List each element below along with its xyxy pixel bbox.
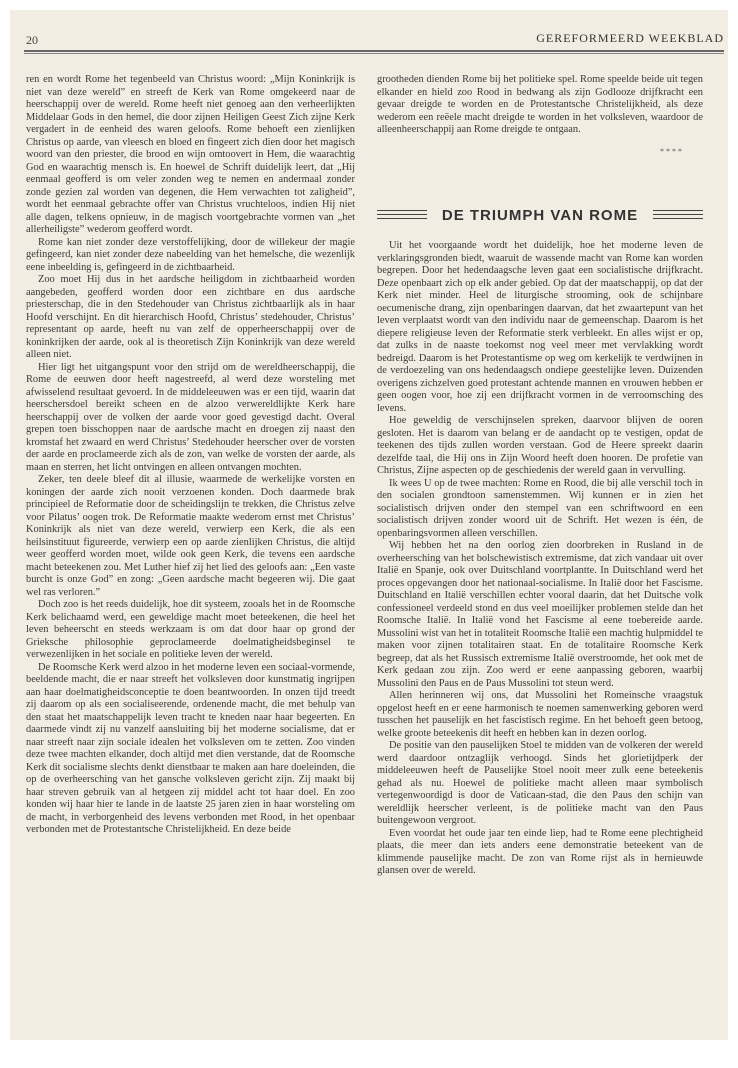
- header-rule-thin: [24, 53, 724, 54]
- paragraph: Rome kan niet zonder deze verstoffelijking, door de willekeur der magie gefingeerd, kan niet zonder deze nabeelding van het hemelsche, die wezenlijk eene inbeelding is, gefingeerd in de zichtbaarheid.: [26, 236, 355, 273]
- paragraph: Uit het voorgaande wordt het duidelijk, hoe het moderne leven de verklaringsgronden biedt, waaruit de wassende macht van Rome kan worden begrepen. Door het hedendaagsche leven gaat een socialistische drijfkracht. Deze openbaart zich op elk ander gebied. Op dat der maatschappij, op dat der Kerk niet minder. Heel de liturgische strooming, ook de schijnbare oecumenische drang, zijn openbaringen daarvan, dat het zwaartepunt van het leven verplaatst wordt van den individu naar de gemeenschap. Daarom is het diepere religieuse leven der Reformatie sterk verbleekt. En alles wijst er op, dat zulks in de naaste toekomst nog veel meer met vervlakking wordt bedreigd. Daarom is het Protestantisme op weg om kerkelijk te verdwijnen in de verdoezeling van ons hedendaagsch ondiepe geestelijke leven. Duizenden overigens zichzelven goed protestant achtende mannen en vrouwen hebben er geen oogen voor, hoe zij een drijfkracht vormen in de verroomsching des levens.: [377, 240, 703, 414]
- paragraph: De Roomsche Kerk werd alzoo in het moderne leven een sociaal-vormende, beeldende macht, die er naar streeft het volksleven door kunstmatig ingrijpen aan haar doelmatigheidsconceptie te doen beantwoorden. In onzen tijd treedt zij daarom op als een socialiseerende, ordenende macht, die met behulp van den staat het maatschappelijk leven tracht te kneden naar haar begeerten. En daarmede vindt zij nu vanzelf aansluiting bij het moderne socialisme, dat er naar streeft naar zijn sociale idealen het volksleven om te zetten. Zoo vinden deze twee machten elkander, doch altijd met dien verstande, dat de Roomsche Kerk dit socialisme slechts denkt dienstbaar te maken aan hare doeleinden, die op de overheersching van het gansche volksleven gericht zijn. Zij maakt bij haar streven gebruik van al hetgeen zij middel acht tot haar doel. En zoo konden wij haar hier te lande in de laatste 25 jaren zien in haar worsteling om de macht, in verborgenheid des levens verbonden met Rood, in het openbaar verbonden met de Protestantsche Christelijkheid. En deze beide: [26, 661, 355, 835]
- page-number: 20: [26, 33, 38, 47]
- paragraph: De positie van den pauselijken Stoel te midden van de volkeren der wereld werd daardoor ontzaglijk verhoogd. Sinds het glorietijdperk der middeleeuwen heeft de Pauselijke Stoel nooit meer zulk eene beteekenis gehad als nu. Hoewel de politieke macht alleen maar symbolisch vertegenwoordigd is door de Vaticaan-stad, die den Paus den schijn van wereldlijk heerscher verleent, is de politieke macht van den Paus buitengewoon vergroot.: [377, 740, 703, 826]
- right-column-top: [377, 74, 703, 137]
- paragraph: grootheden dienden Rome bij het politieke spel. Rome speelde beide uit tegen elkander en hield zoo Rood in bedwang als zijn Godlooze drijfkracht een gevaar dreigde te worden en de Protestantsche Christelijkheid, als deze wederom een reëele macht dreigde te worden in het volksleven, waardoor de alleenheerschappij aan Rome dreigde te ontgaan.: [377, 74, 703, 135]
- paragraph: Doch zoo is het reeds duidelijk, hoe dit systeem, zooals het in de Roomsche Kerk belichaamd werd, een geweldige macht moet beteekenen, die heel het leven beheerscht en steeds werkzaam is om dat door haar op grond der Grieksche philosophie geproclameerde doelmatigheidsbeginsel te verwezenlijken in het sociale en politieke leven der wereld.: [26, 599, 355, 660]
- left-column: [26, 74, 355, 837]
- paragraph: Even voordat het oude jaar ten einde liep, had te Rome eene plechtigheid plaats, die meer dan iets anders eene demonstratie beteekent van de klimmende pauselijke macht. De zon van Rome rijst als in hernieuwde glansen over de wereld.: [377, 827, 703, 876]
- heading-rule: [653, 218, 703, 219]
- paragraph: Hier ligt het uitgangspunt voor den strijd om de wereldheerschappij, die Rome de eeuwen door heeft nagestreefd, al werd deze worsteling met afwisselend resultaat gevoerd. In de middeleeuwen was er een tijd, waarin dat heerschersdoel bereikt scheen en de alzoo verwereldlijkte Kerk hare heerschappij over de volken der aarde voor goed gevestigd dacht. Overal grepen toen bisschoppen naar de aardsche macht en droegen zij naast den kromstaf het zwaard en werd Christus’ Stedehouder heerscher over de vorsten der aarde en proclameerde zich als de zon, van welke de vorsten der aarde, als maan en sterren, het licht ontvingen en alleen ontvangen mochten.: [26, 361, 355, 473]
- page-bottom-margin: [10, 1040, 728, 1068]
- heading-rule: [653, 214, 703, 215]
- header-rule: [24, 50, 724, 52]
- paragraph: Wij hebben het na den oorlog zien doorbreken in Rusland in de overheersching van het bolschewistisch extremisme, dat zich vandaar uit over Italië en Spanje, ook over Duitschland voortplantte. In Duitschland werd het proces opgevangen door het nationaal-socialisme. In Italië door het Fascisme. Duitschland en Italië verschillen echter vooral daarin, dat het Duitsche volk confessioneel verdeeld stond en dus veel moeilijker problemen stelde dan het Roomsche Italië. In Italië vond het Fascisme al eene toebereide aarde. Mussolini wist van het in totaliteit Roomsche Italië een machtig hulpmiddel te maken voor zijnen totalitairen staat. En de totalitaire Roomsche Kerk begreep, dat als het Russisch extremisme Italië overstroomde, het ook met de Kerk gedaan zou zijn. Zoo werd er eene aanpassing geboren, waarbij Mussolini den Paus en de Paus Mussolini tot steun werd.: [377, 540, 703, 689]
- section-separator-stars: * * * *: [660, 147, 682, 156]
- section-heading: DE TRIUMPH VAN ROME: [441, 207, 639, 224]
- paragraph: Hoe geweldig de verschijnselen spreken, daarvoor blijven de ooren gesloten. Het is daarom van belang er de aandacht op te vestigen, opdat de teekenen des tijds zullen worden verstaan. God de Heere spreekt daarin dezelfde taal, die Hij ons in Zijn Woord heeft doen hooren. De profetie van Christus, Zijne aspecten op de geschiedenis der wereld gaan in vervulling.: [377, 415, 703, 476]
- heading-rule: [377, 210, 427, 211]
- heading-rule: [377, 214, 427, 215]
- section-heading-block: [377, 203, 703, 229]
- paragraph: Allen herinneren wij ons, dat Mussolini het Romeinsche vraagstuk opgelost heeft en er eene harmonisch te noemen samenwerking geboren werd tusschen het pauselijk en het fascistisch regime. En het behoeft geen betoog, welke groote beteekenis dit heeft en hebben kan in dezen oorlog.: [377, 690, 703, 739]
- paragraph: Zoo moet Hij dus in het aardsche heiligdom in zichtbaarheid worden aangebeden, geofferd worden door een zichtbare en dus aardsche priesterschap, die in den Stedehouder van Christus zichtbaarlijk als in haar Hoofd verschijnt. En dit hierarchisch Hoofd, Christus’ stedehouder, Christus’ representant op aarde, heeft nu van zelf de opperheerschappij over de koninkrijken der aarde, ook al is theoretisch Zijn Koninkrijk van deze wereld alleen niet.: [26, 274, 355, 360]
- paragraph: ren en wordt Rome het tegenbeeld van Christus woord: „Mijn Koninkrijk is niet van deze wereld” en streeft de Kerk van Rome omgekeerd naar de heerschappij over de wereld. Rome heeft niet genoeg aan den verheerlijkten Middelaar Gods in den hemel, die door zijnen Heiligen Geest Zich zijne Kerk vergadert in de eenheid des waren geloofs. Rome behoeft een zienlijken Christus op aarde, van vleesch en bloed en fingeert zich dien door het magisch woord van den priester, die brood en wijn omtoovert in Hem, die waarachtig God en waarachtig mensch is. En hoewel de Schrift duidelijk leert, dat „Hij eenmaal geofferd is om veler zonden weg te nemen en andermaal zonder zonde gezien zal worden van degenen, die Hem verwachten tot zaligheid”, wordt het eenmaal gebrachte offer van Christus vruchteloos, indien Hij niet alle dagen, telkens opnieuw, in de magisch voortgebrachte vormen van „het allerheiligste” wederom geofferd wordt.: [26, 74, 355, 235]
- heading-rule: [653, 210, 703, 211]
- right-column: [377, 240, 703, 878]
- running-title: GEREFORMEERD WEEKBLAD: [536, 31, 724, 45]
- heading-rule: [377, 218, 427, 219]
- paragraph: Zeker, ten deele bleef dit al illusie, waarmede de werkelijke vorsten en koningen der aarde zich nooit verzoenen konden. Doch daarmede brak principieel de Reformatie door de scheidingslijn te trekken, die Christus zelve voor Pilatus’ oogen trok. De Reformatie maakte wederom ernst met Christus’ Koninkrijk als niet van deze wereld, verwierp een Kerk, die als een heilsinstituut figureerde, verwierp een op aarde zienlijken Christus, die altijd weer geofferd worden moet, wilde ook geen Kerk, die tevens een aardsche macht beteekenen zou. Met Luther hief zij het lied des geloofs aan: „Een vaste burcht is onze God” en zong: „Geen aardsche macht begeeren wij. Die gaat wel ras verloren.”: [26, 474, 355, 598]
- paragraph: Ik wees U op de twee machten: Rome en Rood, die bij alle verschil toch in den socialen grondtoon samenstemmen. Wij kunnen er in zien het socialistisch drijven onder den stempel van een schriftwoord en een socialistisch drijven zonder woord uit de Schrift. Het wezen is één, de openbaringsvormen alleen verschillen.: [377, 477, 703, 539]
